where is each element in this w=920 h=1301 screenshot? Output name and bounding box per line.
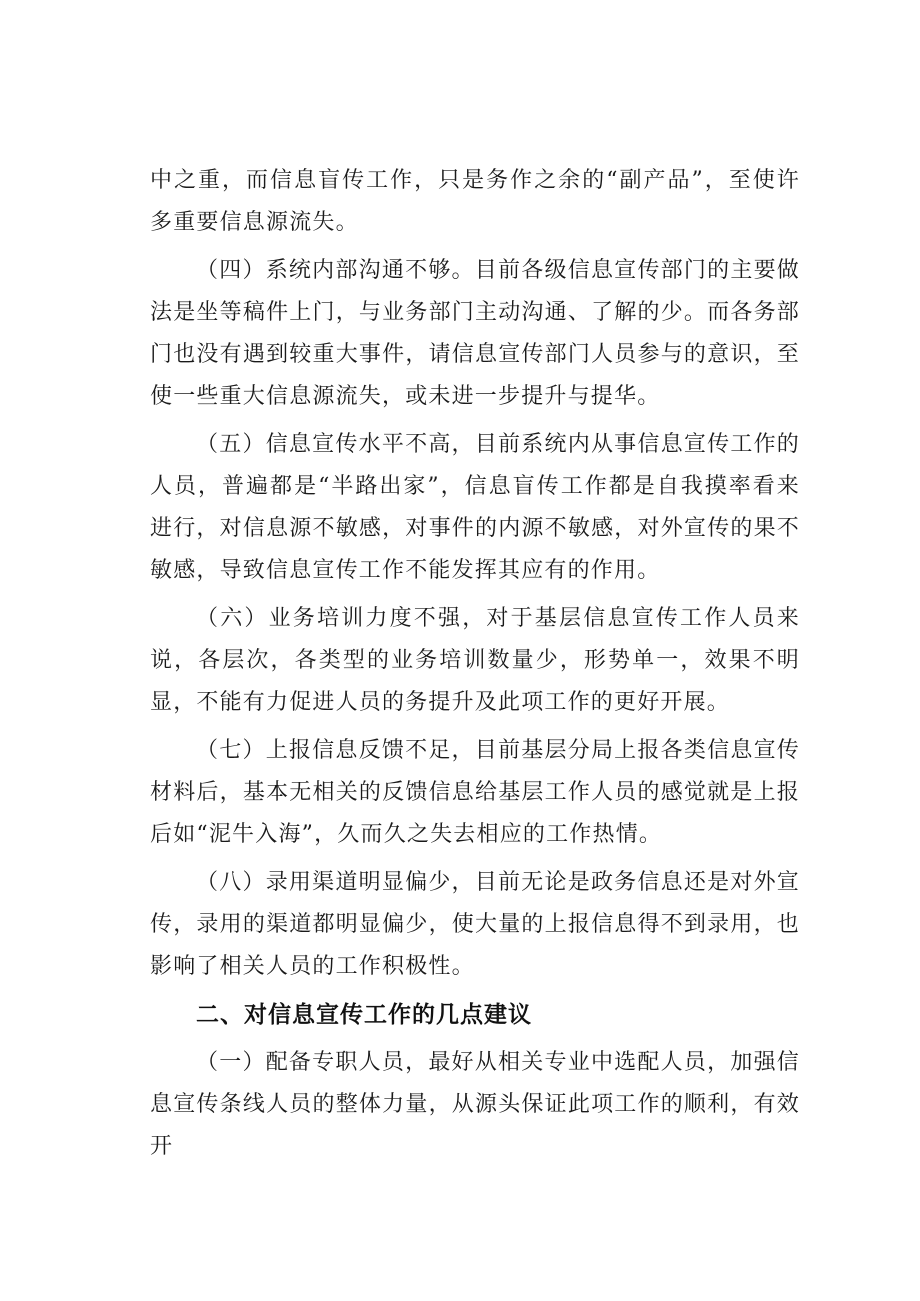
section-heading: 二、对信息宣传工作的几点建议 bbox=[196, 1002, 532, 1028]
paragraph-item-4: （四）系统内部沟通不够。目前各级信息宣传部门的主要做法是坐等稿件上门，与业务部门主动沟通、了解的少。而各务部门也没有遇到较重大事件，请信息宣传部门人员参与的意识，至使一些重大信息源流失，或未进一步提升与提华。 bbox=[150, 258, 800, 409]
paragraph-item-5: （五）信息宣传水平不高，目前系统内从事信息宣传工作的人员，普遍都是“半路出家”，信息盲传工作都是自我摸率看来进行，对信息源不敏感，对事件的内源不敏感，对外宣传的果不敏感，导致信息宣传工作不能发挥其应有的作用。 bbox=[150, 432, 800, 583]
paragraph-item-6: （六）业务培训力度不强，对于基层信息宣传工作人员来说，各层次，各类型的业务培训数量少，形势单一，效果不明显，不能有力促进人员的务提升及此项工作的更好开展。 bbox=[150, 606, 800, 715]
paragraph-suggestion-1: （一）配备专职人员，最好从相关专业中选配人员，加强信息宣传条线人员的整体力量，从源头保证此项工作的顺利，有效开 bbox=[150, 1050, 800, 1159]
paragraph-item-7: （七）上报信息反馈不足，目前基层分局上报各类信息宣传材料后，基本无相关的反馈信息给基层工作人员的感觉就是上报后如“泥牛入海”，久而久之失去相应的工作热情。 bbox=[150, 738, 800, 847]
document-body bbox=[150, 160, 800, 1174]
paragraph-continuation: 中之重，而信息盲传工作，只是务作之余的“副产品”，至使许多重要信息源流失。 bbox=[150, 168, 800, 235]
paragraph-item-8: （八）录用渠道明显偏少，目前无论是政务信息还是对外宣传，录用的渠道都明显偏少，使大量的上报信息得不到录用，也影响了相关人员的工作积极性。 bbox=[150, 870, 800, 979]
